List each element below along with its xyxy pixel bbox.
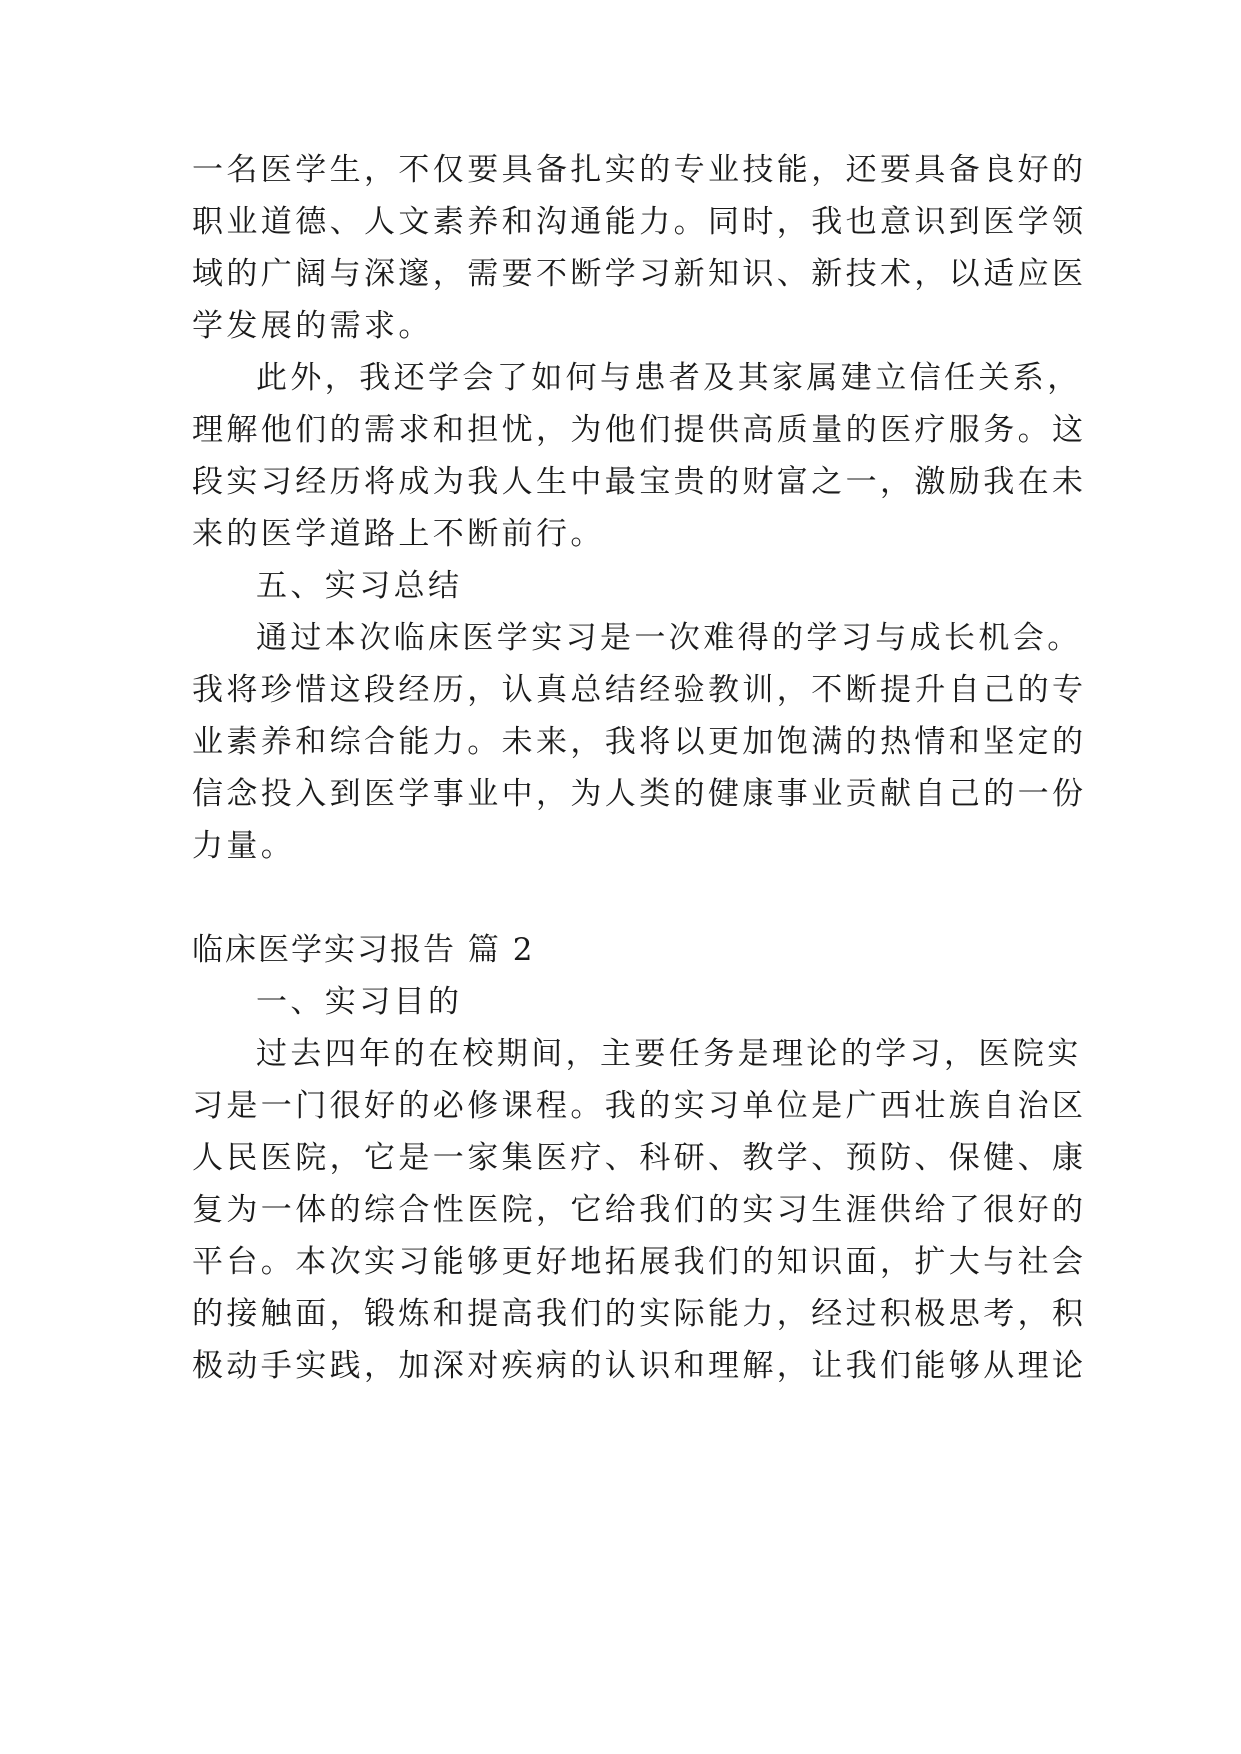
paragraph-line: 域的广阔与深邃，需要不断学习新知识、新技术，以适应医 bbox=[192, 256, 1087, 292]
paragraph-line: 来的医学道路上不断前行。 bbox=[192, 516, 605, 552]
paragraph-line: 极动手实践，加深对疾病的认识和理解，让我们能够从理论 bbox=[192, 1348, 1087, 1384]
paragraph-line: 复为一体的综合性医院，它给我们的实习生涯供给了很好的 bbox=[192, 1192, 1087, 1228]
section-heading: 一、实习目的 bbox=[256, 984, 463, 1020]
paragraph-line: 理解他们的需求和担忧，为他们提供高质量的医疗服务。这 bbox=[192, 412, 1087, 448]
paragraph-line: 平台。本次实习能够更好地拓展我们的知识面，扩大与社会 bbox=[192, 1244, 1087, 1280]
paragraph-line: 过去四年的在校期间，主要任务是理论的学习，医院实 bbox=[256, 1036, 1082, 1072]
paragraph-line: 习是一门很好的必修课程。我的实习单位是广西壮族自治区 bbox=[192, 1088, 1087, 1124]
paragraph-line: 段实习经历将成为我人生中最宝贵的财富之一，激励我在未 bbox=[192, 464, 1087, 500]
paragraph-line: 我将珍惜这段经历，认真总结经验教训，不断提升自己的专 bbox=[192, 672, 1087, 708]
paragraph-line: 学发展的需求。 bbox=[192, 308, 433, 344]
paragraph-line: 力量。 bbox=[192, 828, 296, 864]
paragraph-line: 信念投入到医学事业中，为人类的健康事业贡献自己的一份 bbox=[192, 776, 1087, 812]
paragraph-line: 业素养和综合能力。未来，我将以更加饱满的热情和坚定的 bbox=[192, 724, 1087, 760]
paragraph-line: 通过本次临床医学实习是一次难得的学习与成长机会。 bbox=[256, 620, 1082, 656]
paragraph-line: 人民医院，它是一家集医疗、科研、教学、预防、保健、康 bbox=[192, 1140, 1087, 1176]
article-title: 临床医学实习报告 篇 2 bbox=[192, 932, 535, 968]
paragraph-line: 的接触面，锻炼和提高我们的实际能力，经过积极思考，积 bbox=[192, 1296, 1087, 1332]
paragraph-line: 一名医学生，不仅要具备扎实的专业技能，还要具备良好的 bbox=[192, 152, 1087, 188]
paragraph-line: 此外，我还学会了如何与患者及其家属建立信任关系， bbox=[256, 360, 1082, 396]
section-heading: 五、实习总结 bbox=[256, 568, 463, 604]
paragraph-line: 职业道德、人文素养和沟通能力。同时，我也意识到医学领 bbox=[192, 204, 1087, 240]
